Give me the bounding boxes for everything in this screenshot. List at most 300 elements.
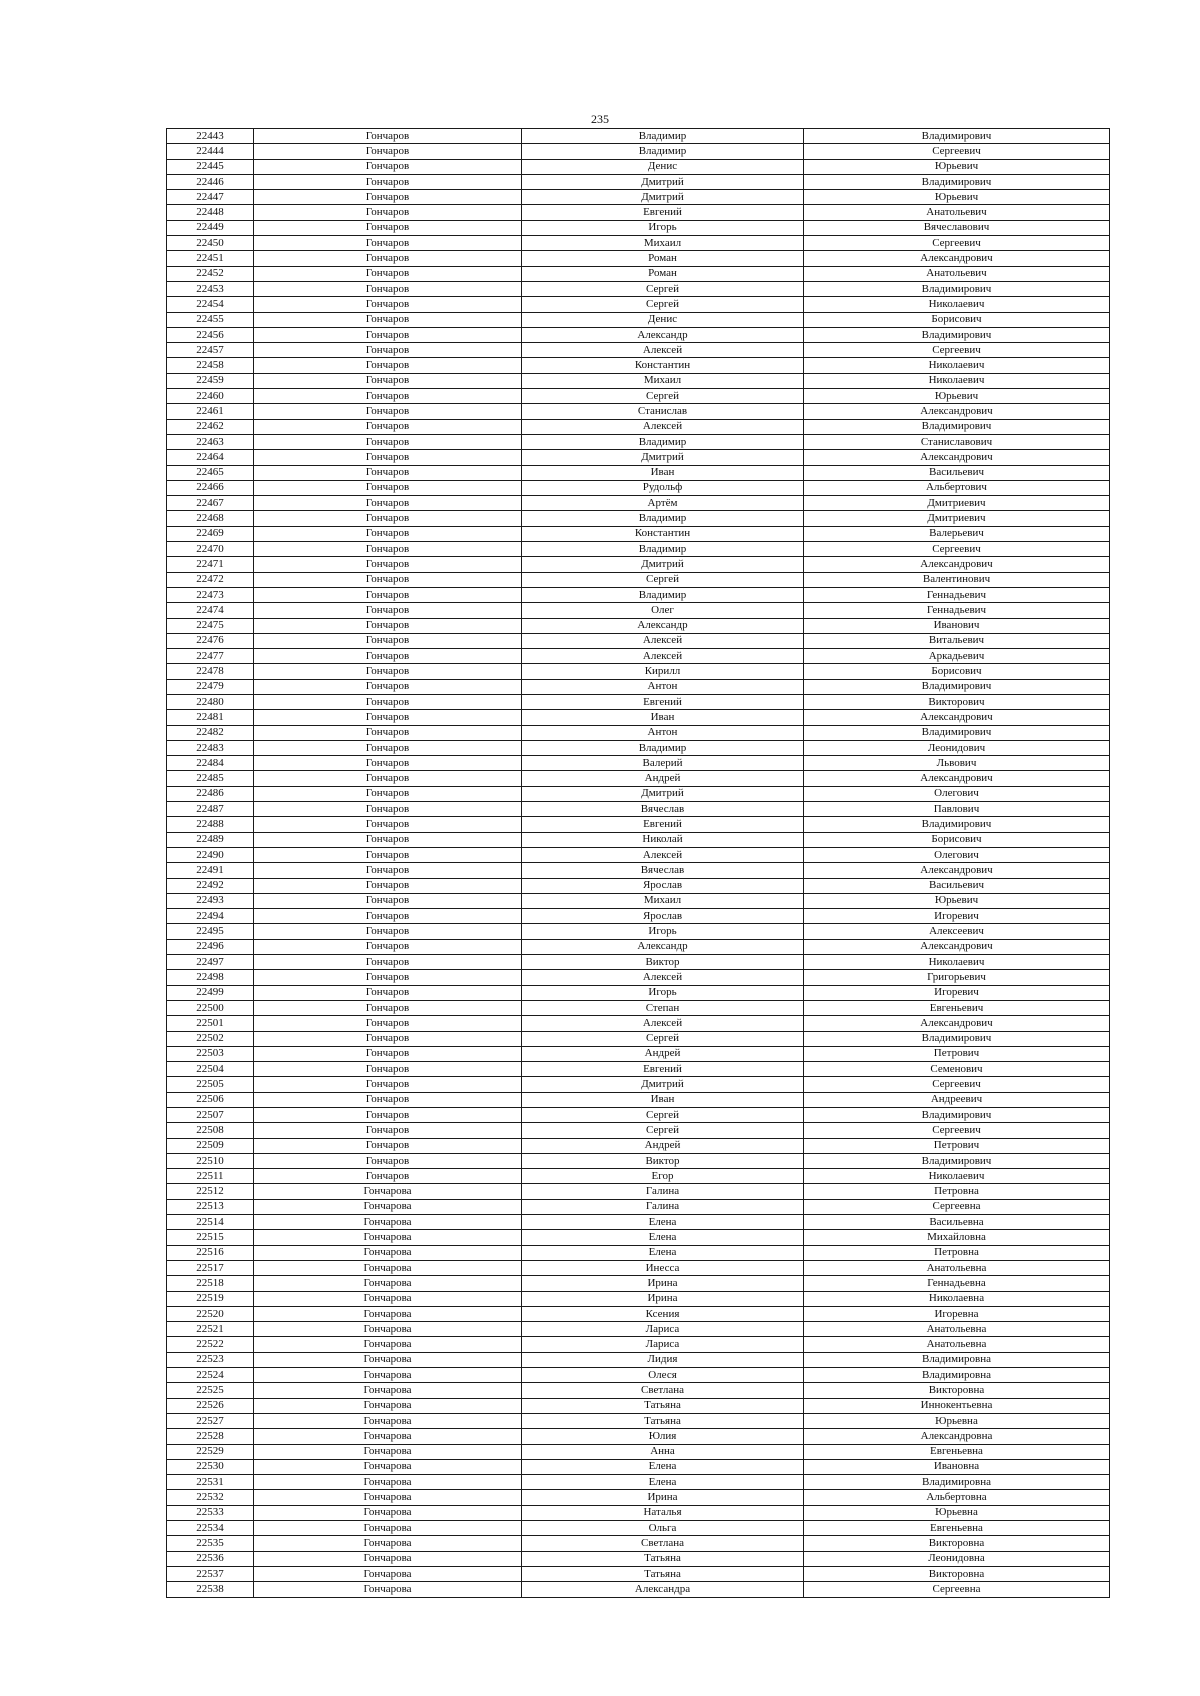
table-row	[167, 939, 1110, 954]
table-row	[167, 1138, 1110, 1153]
row-number-cell: 22511	[167, 1169, 254, 1184]
row-number-cell: 22448	[167, 205, 254, 220]
last-name-cell: Гончаров	[254, 649, 522, 664]
first-name-cell: Лариса	[522, 1337, 804, 1352]
patronymic-cell: Васильевич	[804, 878, 1110, 893]
row-number-cell: 22487	[167, 802, 254, 817]
patronymic-cell: Сергеевич	[804, 1077, 1110, 1092]
patronymic-cell: Станиславович	[804, 434, 1110, 449]
first-name-cell: Иван	[522, 1092, 804, 1107]
table-row	[167, 450, 1110, 465]
last-name-cell: Гончарова	[254, 1199, 522, 1214]
last-name-cell: Гончаров	[254, 343, 522, 358]
row-number-cell: 22496	[167, 939, 254, 954]
first-name-cell: Елена	[522, 1245, 804, 1260]
patronymic-cell: Евгеньевна	[804, 1444, 1110, 1459]
last-name-cell: Гончаров	[254, 373, 522, 388]
row-number-cell: 22516	[167, 1245, 254, 1260]
table-row	[167, 1337, 1110, 1352]
row-number-cell: 22538	[167, 1582, 254, 1597]
table-row	[167, 297, 1110, 312]
patronymic-cell: Анатольевич	[804, 205, 1110, 220]
table-row	[167, 511, 1110, 526]
first-name-cell: Светлана	[522, 1536, 804, 1551]
first-name-cell: Дмитрий	[522, 174, 804, 189]
row-number-cell: 22488	[167, 817, 254, 832]
patronymic-cell: Александрович	[804, 251, 1110, 266]
patronymic-cell: Евгеньевич	[804, 1000, 1110, 1015]
patronymic-cell: Александрович	[804, 771, 1110, 786]
table-row	[167, 817, 1110, 832]
first-name-cell: Владимир	[522, 587, 804, 602]
first-name-cell: Лидия	[522, 1352, 804, 1367]
patronymic-cell: Владимировна	[804, 1475, 1110, 1490]
table-row	[167, 924, 1110, 939]
row-number-cell: 22527	[167, 1413, 254, 1428]
row-number-cell: 22489	[167, 832, 254, 847]
last-name-cell: Гончарова	[254, 1429, 522, 1444]
row-number-cell: 22461	[167, 404, 254, 419]
row-number-cell: 22518	[167, 1276, 254, 1291]
first-name-cell: Ольга	[522, 1521, 804, 1536]
patronymic-cell: Юрьевич	[804, 389, 1110, 404]
last-name-cell: Гончарова	[254, 1260, 522, 1275]
last-name-cell: Гончаров	[254, 786, 522, 801]
patronymic-cell: Игоревич	[804, 985, 1110, 1000]
patronymic-cell: Андреевич	[804, 1092, 1110, 1107]
first-name-cell: Александра	[522, 1582, 804, 1597]
row-number-cell: 22447	[167, 190, 254, 205]
last-name-cell: Гончаров	[254, 664, 522, 679]
row-number-cell: 22521	[167, 1322, 254, 1337]
row-number-cell: 22500	[167, 1000, 254, 1015]
last-name-cell: Гончарова	[254, 1306, 522, 1321]
last-name-cell: Гончаров	[254, 924, 522, 939]
last-name-cell: Гончаров	[254, 970, 522, 985]
row-number-cell: 22504	[167, 1062, 254, 1077]
last-name-cell: Гончаров	[254, 496, 522, 511]
table-row	[167, 847, 1110, 862]
table-row	[167, 878, 1110, 893]
last-name-cell: Гончарова	[254, 1505, 522, 1520]
first-name-cell: Сергей	[522, 281, 804, 296]
last-name-cell: Гончаров	[254, 266, 522, 281]
first-name-cell: Михаил	[522, 236, 804, 251]
patronymic-cell: Владимирович	[804, 281, 1110, 296]
first-name-cell: Елена	[522, 1475, 804, 1490]
row-number-cell: 22498	[167, 970, 254, 985]
table-row	[167, 144, 1110, 159]
row-number-cell: 22525	[167, 1383, 254, 1398]
patronymic-cell: Дмитриевич	[804, 496, 1110, 511]
row-number-cell: 22446	[167, 174, 254, 189]
table-row	[167, 251, 1110, 266]
patronymic-cell: Владимирович	[804, 725, 1110, 740]
table-row	[167, 1306, 1110, 1321]
patronymic-cell: Васильевич	[804, 465, 1110, 480]
last-name-cell: Гончарова	[254, 1413, 522, 1428]
first-name-cell: Евгений	[522, 1062, 804, 1077]
first-name-cell: Вячеслав	[522, 802, 804, 817]
row-number-cell: 22497	[167, 955, 254, 970]
table-row	[167, 389, 1110, 404]
last-name-cell: Гончаров	[254, 542, 522, 557]
first-name-cell: Сергей	[522, 1123, 804, 1138]
first-name-cell: Елена	[522, 1459, 804, 1474]
row-number-cell: 22451	[167, 251, 254, 266]
patronymic-cell: Валерьевич	[804, 526, 1110, 541]
last-name-cell: Гончаров	[254, 236, 522, 251]
last-name-cell: Гончаров	[254, 679, 522, 694]
row-number-cell: 22536	[167, 1551, 254, 1566]
patronymic-cell: Владимирович	[804, 327, 1110, 342]
first-name-cell: Алексей	[522, 970, 804, 985]
row-number-cell: 22452	[167, 266, 254, 281]
last-name-cell: Гончарова	[254, 1352, 522, 1367]
table-row	[167, 603, 1110, 618]
patronymic-cell: Александрович	[804, 939, 1110, 954]
first-name-cell: Елена	[522, 1230, 804, 1245]
row-number-cell: 22506	[167, 1092, 254, 1107]
table-row	[167, 694, 1110, 709]
patronymic-cell: Юрьевич	[804, 893, 1110, 908]
first-name-cell: Сергей	[522, 389, 804, 404]
first-name-cell: Юлия	[522, 1429, 804, 1444]
last-name-cell: Гончаров	[254, 1016, 522, 1031]
patronymic-cell: Сергеевич	[804, 144, 1110, 159]
last-name-cell: Гончарова	[254, 1521, 522, 1536]
row-number-cell: 22450	[167, 236, 254, 251]
table-row	[167, 159, 1110, 174]
first-name-cell: Ярослав	[522, 878, 804, 893]
last-name-cell: Гончаров	[254, 1123, 522, 1138]
last-name-cell: Гончаров	[254, 1108, 522, 1123]
table-row	[167, 1505, 1110, 1520]
first-name-cell: Татьяна	[522, 1398, 804, 1413]
patronymic-cell: Юрьевич	[804, 190, 1110, 205]
table-row	[167, 771, 1110, 786]
patronymic-cell: Анатольевна	[804, 1260, 1110, 1275]
table-row	[167, 343, 1110, 358]
patronymic-cell: Дмитриевич	[804, 511, 1110, 526]
patronymic-cell: Петрович	[804, 1046, 1110, 1061]
patronymic-cell: Олегович	[804, 847, 1110, 862]
row-number-cell: 22477	[167, 649, 254, 664]
table-row	[167, 1169, 1110, 1184]
last-name-cell: Гончаров	[254, 1062, 522, 1077]
first-name-cell: Александр	[522, 327, 804, 342]
last-name-cell: Гончаров	[254, 878, 522, 893]
last-name-cell: Гончаров	[254, 1169, 522, 1184]
first-name-cell: Денис	[522, 159, 804, 174]
patronymic-cell: Юрьевич	[804, 159, 1110, 174]
row-number-cell: 22463	[167, 434, 254, 449]
first-name-cell: Татьяна	[522, 1551, 804, 1566]
first-name-cell: Игорь	[522, 220, 804, 235]
table-row	[167, 1413, 1110, 1428]
first-name-cell: Александр	[522, 939, 804, 954]
first-name-cell: Анна	[522, 1444, 804, 1459]
page-number: 235	[591, 112, 609, 126]
first-name-cell: Егор	[522, 1169, 804, 1184]
row-number-cell: 22493	[167, 893, 254, 908]
first-name-cell: Лариса	[522, 1322, 804, 1337]
patronymic-cell: Николаевич	[804, 358, 1110, 373]
last-name-cell: Гончаров	[254, 281, 522, 296]
last-name-cell: Гончаров	[254, 756, 522, 771]
first-name-cell: Кирилл	[522, 664, 804, 679]
patronymic-cell: Николаевич	[804, 297, 1110, 312]
row-number-cell: 22529	[167, 1444, 254, 1459]
last-name-cell: Гончаров	[254, 1153, 522, 1168]
first-name-cell: Андрей	[522, 1046, 804, 1061]
row-number-cell: 22519	[167, 1291, 254, 1306]
row-number-cell: 22464	[167, 450, 254, 465]
row-number-cell: 22502	[167, 1031, 254, 1046]
table-row	[167, 480, 1110, 495]
patronymic-cell: Николаевич	[804, 373, 1110, 388]
patronymic-cell: Владимирович	[804, 1031, 1110, 1046]
last-name-cell: Гончаров	[254, 725, 522, 740]
row-number-cell: 22515	[167, 1230, 254, 1245]
table-row	[167, 266, 1110, 281]
last-name-cell: Гончаров	[254, 1031, 522, 1046]
last-name-cell: Гончаров	[254, 434, 522, 449]
row-number-cell: 22505	[167, 1077, 254, 1092]
patronymic-cell: Геннадьевич	[804, 603, 1110, 618]
table-row	[167, 1215, 1110, 1230]
table-row	[167, 1046, 1110, 1061]
roster-table	[166, 128, 1110, 1598]
row-number-cell: 22474	[167, 603, 254, 618]
row-number-cell: 22468	[167, 511, 254, 526]
patronymic-cell: Владимирович	[804, 1153, 1110, 1168]
row-number-cell: 22458	[167, 358, 254, 373]
table-row	[167, 220, 1110, 235]
last-name-cell: Гончарова	[254, 1551, 522, 1566]
table-row	[167, 740, 1110, 755]
patronymic-cell: Игоревич	[804, 909, 1110, 924]
last-name-cell: Гончаров	[254, 909, 522, 924]
table-row	[167, 893, 1110, 908]
last-name-cell: Гончаров	[254, 450, 522, 465]
last-name-cell: Гончаров	[254, 480, 522, 495]
row-number-cell: 22533	[167, 1505, 254, 1520]
row-number-cell: 22471	[167, 557, 254, 572]
row-number-cell: 22449	[167, 220, 254, 235]
last-name-cell: Гончаров	[254, 557, 522, 572]
last-name-cell: Гончаров	[254, 572, 522, 587]
first-name-cell: Олеся	[522, 1368, 804, 1383]
first-name-cell: Артём	[522, 496, 804, 511]
patronymic-cell: Викторовна	[804, 1536, 1110, 1551]
first-name-cell: Степан	[522, 1000, 804, 1015]
first-name-cell: Сергей	[522, 297, 804, 312]
patronymic-cell: Викторовна	[804, 1383, 1110, 1398]
first-name-cell: Вячеслав	[522, 863, 804, 878]
table-row	[167, 1521, 1110, 1536]
patronymic-cell: Александрович	[804, 404, 1110, 419]
first-name-cell: Ирина	[522, 1490, 804, 1505]
first-name-cell: Николай	[522, 832, 804, 847]
first-name-cell: Владимир	[522, 511, 804, 526]
first-name-cell: Дмитрий	[522, 450, 804, 465]
first-name-cell: Роман	[522, 251, 804, 266]
last-name-cell: Гончарова	[254, 1291, 522, 1306]
last-name-cell: Гончарова	[254, 1398, 522, 1413]
table-row	[167, 190, 1110, 205]
table-row	[167, 1123, 1110, 1138]
patronymic-cell: Владимировна	[804, 1368, 1110, 1383]
table-row	[167, 1551, 1110, 1566]
first-name-cell: Галина	[522, 1199, 804, 1214]
first-name-cell: Сергей	[522, 1108, 804, 1123]
last-name-cell: Гончарова	[254, 1536, 522, 1551]
row-number-cell: 22457	[167, 343, 254, 358]
row-number-cell: 22459	[167, 373, 254, 388]
patronymic-cell: Викторович	[804, 694, 1110, 709]
last-name-cell: Гончаров	[254, 389, 522, 404]
table-row	[167, 1398, 1110, 1413]
patronymic-cell: Владимирович	[804, 419, 1110, 434]
row-number-cell: 22509	[167, 1138, 254, 1153]
table-row	[167, 557, 1110, 572]
patronymic-cell: Геннадьевич	[804, 587, 1110, 602]
last-name-cell: Гончаров	[254, 220, 522, 235]
first-name-cell: Ирина	[522, 1291, 804, 1306]
patronymic-cell: Александровна	[804, 1429, 1110, 1444]
row-number-cell: 22517	[167, 1260, 254, 1275]
patronymic-cell: Львович	[804, 756, 1110, 771]
row-number-cell: 22528	[167, 1429, 254, 1444]
table-row	[167, 1245, 1110, 1260]
last-name-cell: Гончарова	[254, 1322, 522, 1337]
first-name-cell: Дмитрий	[522, 557, 804, 572]
last-name-cell: Гончарова	[254, 1444, 522, 1459]
first-name-cell: Евгений	[522, 817, 804, 832]
last-name-cell: Гончаров	[254, 129, 522, 144]
patronymic-cell: Альбертович	[804, 480, 1110, 495]
table-row	[167, 1092, 1110, 1107]
last-name-cell: Гончаров	[254, 847, 522, 862]
first-name-cell: Сергей	[522, 1031, 804, 1046]
first-name-cell: Валерий	[522, 756, 804, 771]
row-number-cell: 22520	[167, 1306, 254, 1321]
patronymic-cell: Витальевич	[804, 633, 1110, 648]
row-number-cell: 22454	[167, 297, 254, 312]
table-row	[167, 832, 1110, 847]
first-name-cell: Владимир	[522, 144, 804, 159]
row-number-cell: 22465	[167, 465, 254, 480]
last-name-cell: Гончаров	[254, 694, 522, 709]
first-name-cell: Рудольф	[522, 480, 804, 495]
row-number-cell: 22456	[167, 327, 254, 342]
row-number-cell: 22482	[167, 725, 254, 740]
table-row	[167, 1322, 1110, 1337]
last-name-cell: Гончаров	[254, 327, 522, 342]
patronymic-cell: Леонидович	[804, 740, 1110, 755]
last-name-cell: Гончаров	[254, 939, 522, 954]
row-number-cell: 22494	[167, 909, 254, 924]
row-number-cell: 22473	[167, 587, 254, 602]
table-row	[167, 1582, 1110, 1597]
table-row	[167, 1016, 1110, 1031]
row-number-cell: 22524	[167, 1368, 254, 1383]
first-name-cell: Евгений	[522, 205, 804, 220]
table-row	[167, 358, 1110, 373]
patronymic-cell: Сергеевич	[804, 1123, 1110, 1138]
first-name-cell: Игорь	[522, 924, 804, 939]
last-name-cell: Гончаров	[254, 1077, 522, 1092]
row-number-cell: 22478	[167, 664, 254, 679]
patronymic-cell: Юрьевна	[804, 1413, 1110, 1428]
last-name-cell: Гончарова	[254, 1490, 522, 1505]
table-row	[167, 205, 1110, 220]
row-number-cell: 22495	[167, 924, 254, 939]
patronymic-cell: Викторовна	[804, 1566, 1110, 1581]
table-row	[167, 1108, 1110, 1123]
patronymic-cell: Леонидовна	[804, 1551, 1110, 1566]
table-row	[167, 526, 1110, 541]
row-number-cell: 22476	[167, 633, 254, 648]
row-number-cell: 22444	[167, 144, 254, 159]
patronymic-cell: Иванович	[804, 618, 1110, 633]
last-name-cell: Гончаров	[254, 633, 522, 648]
last-name-cell: Гончаров	[254, 144, 522, 159]
patronymic-cell: Семенович	[804, 1062, 1110, 1077]
last-name-cell: Гончаров	[254, 159, 522, 174]
table-row	[167, 649, 1110, 664]
row-number-cell: 22462	[167, 419, 254, 434]
table-row	[167, 1153, 1110, 1168]
patronymic-cell: Александрович	[804, 863, 1110, 878]
row-number-cell: 22491	[167, 863, 254, 878]
first-name-cell: Дмитрий	[522, 786, 804, 801]
row-number-cell: 22526	[167, 1398, 254, 1413]
patronymic-cell: Александрович	[804, 710, 1110, 725]
last-name-cell: Гончаров	[254, 802, 522, 817]
table-row	[167, 802, 1110, 817]
first-name-cell: Константин	[522, 358, 804, 373]
patronymic-cell: Петрович	[804, 1138, 1110, 1153]
last-name-cell: Гончаров	[254, 863, 522, 878]
patronymic-cell: Александрович	[804, 557, 1110, 572]
last-name-cell: Гончаров	[254, 465, 522, 480]
table-row	[167, 542, 1110, 557]
first-name-cell: Роман	[522, 266, 804, 281]
patronymic-cell: Альбертовна	[804, 1490, 1110, 1505]
table-row	[167, 174, 1110, 189]
first-name-cell: Алексей	[522, 649, 804, 664]
table-row	[167, 955, 1110, 970]
patronymic-cell: Олегович	[804, 786, 1110, 801]
patronymic-cell: Сергеевна	[804, 1199, 1110, 1214]
patronymic-cell: Ивановна	[804, 1459, 1110, 1474]
first-name-cell: Олег	[522, 603, 804, 618]
patronymic-cell: Михайловна	[804, 1230, 1110, 1245]
table-row	[167, 1352, 1110, 1367]
row-number-cell: 22532	[167, 1490, 254, 1505]
table-row	[167, 129, 1110, 144]
row-number-cell: 22467	[167, 496, 254, 511]
row-number-cell: 22513	[167, 1199, 254, 1214]
patronymic-cell: Владимирович	[804, 679, 1110, 694]
row-number-cell: 22445	[167, 159, 254, 174]
last-name-cell: Гончарова	[254, 1475, 522, 1490]
row-number-cell: 22475	[167, 618, 254, 633]
table-row	[167, 710, 1110, 725]
patronymic-cell: Сергеевна	[804, 1582, 1110, 1597]
